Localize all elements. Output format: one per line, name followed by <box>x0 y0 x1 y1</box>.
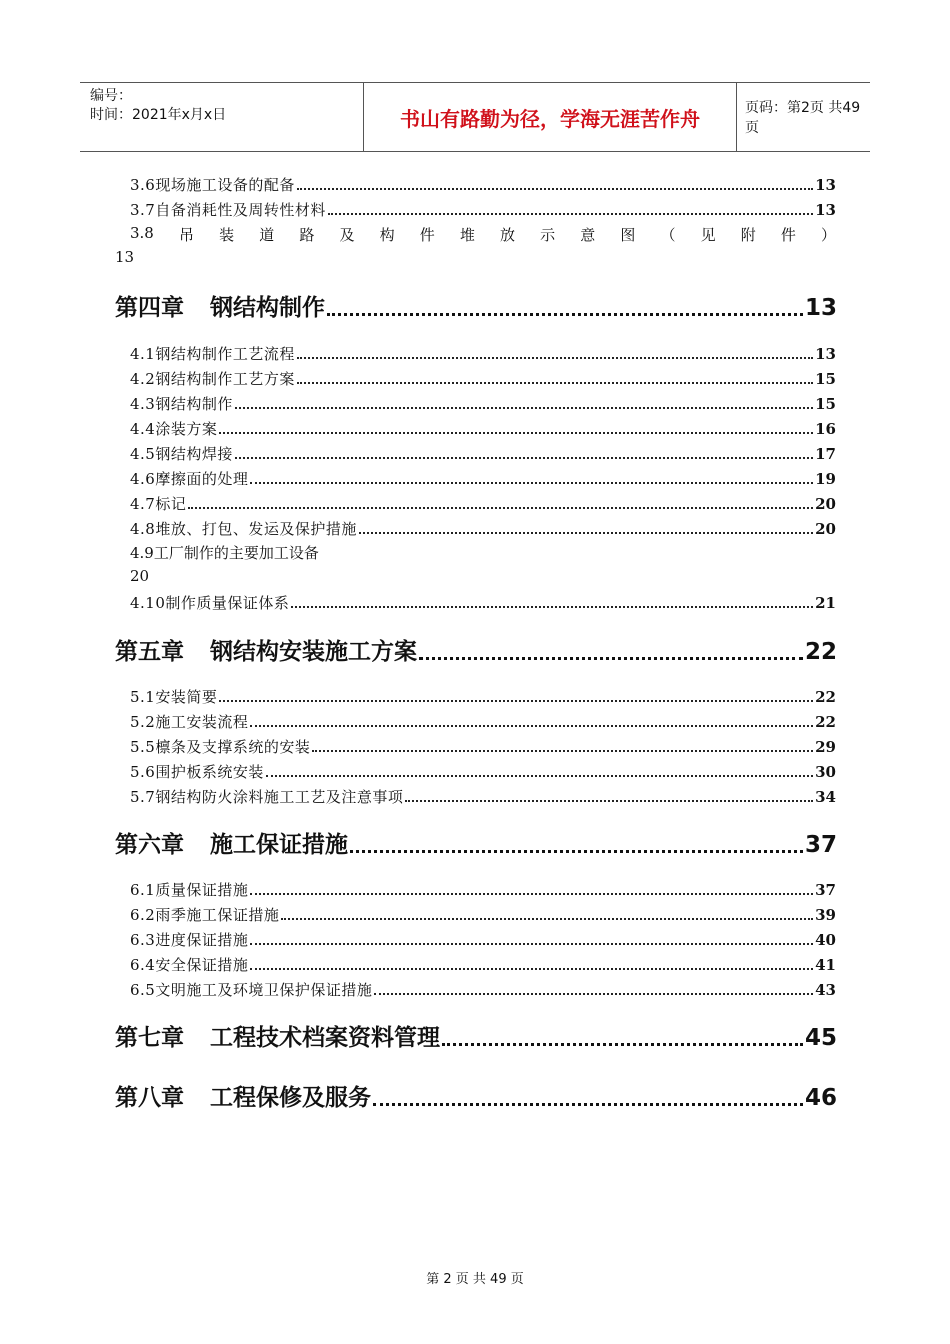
toc-entry-char: ） <box>820 226 836 244</box>
toc-entry-page: 17 <box>815 445 836 463</box>
page-footer: 第 2 页 共 49 页 <box>426 1272 524 1287</box>
leader-dots <box>250 725 813 727</box>
toc-entry-page: 21 <box>815 594 836 612</box>
toc-entry[interactable] <box>130 172 836 194</box>
toc-chapter[interactable] <box>115 825 837 859</box>
toc-entry-char: 道 <box>259 226 275 244</box>
toc-entry-label: 6.2雨季施工保证措施 <box>130 906 280 924</box>
toc-entry-label: 4.1钢结构制作工艺流程 <box>130 345 295 363</box>
toc-entry-page: 34 <box>815 788 836 806</box>
chapter-label <box>115 294 325 322</box>
toc-entry[interactable] <box>130 709 836 731</box>
chapter-page: 22 <box>804 639 837 665</box>
toc-entry-label: 3.6现场施工设备的配备 <box>130 176 295 194</box>
toc-entry-label: 4.10制作质量保证体系 <box>130 594 290 612</box>
toc-entry[interactable] <box>130 927 836 949</box>
toc-entry-page: 20 <box>130 567 150 585</box>
toc-entry[interactable] <box>130 416 836 438</box>
toc-entry-char: 3.8 <box>130 224 154 242</box>
chapter-title: 钢结构安装施工方案 <box>210 639 417 665</box>
chapter-title: 钢结构制作 <box>210 295 325 321</box>
leader-dots <box>359 532 813 534</box>
leader-dots <box>291 606 813 608</box>
leader-dots <box>297 188 813 190</box>
toc-entry[interactable] <box>130 734 836 756</box>
leader-dots <box>328 213 813 215</box>
toc-entry[interactable] <box>130 441 836 463</box>
toc-entry-label: 5.1安装简要 <box>130 688 218 706</box>
toc-entry-page: 15 <box>815 370 836 388</box>
toc-chapter[interactable] <box>115 1078 837 1112</box>
leader-dots <box>188 507 813 509</box>
leader-dots <box>219 432 813 434</box>
toc-entry[interactable] <box>130 590 836 612</box>
toc-entry-char: 图 <box>620 226 636 244</box>
chapter-page: 13 <box>804 295 837 321</box>
toc-entry-page: 13 <box>115 248 135 266</box>
toc-chapter[interactable] <box>115 632 837 666</box>
leader-dots <box>250 943 813 945</box>
toc-entry-label: 4.2钢结构制作工艺方案 <box>130 370 295 388</box>
toc-entry-char: 装 <box>219 226 235 244</box>
toc-entry-label: 6.5文明施工及环境卫保护保证措施 <box>130 981 373 999</box>
leader-dots <box>250 482 813 484</box>
chapter-label <box>115 1024 440 1052</box>
toc-entry-page: 13 <box>815 176 836 194</box>
leader-dots <box>350 850 803 853</box>
leader-dots <box>235 407 813 409</box>
toc-entry-page: 29 <box>815 738 836 756</box>
leader-dots <box>250 968 813 970</box>
chapter-page: 37 <box>804 832 837 858</box>
toc-entry-label: 5.5檩条及支撑系统的安装 <box>130 738 311 756</box>
leader-dots <box>374 993 813 995</box>
leader-dots <box>235 457 813 459</box>
toc-entry-label: 4.5钢结构焊接 <box>130 445 233 463</box>
chapter-number: 第七章 <box>115 1025 184 1051</box>
number-label: 编号： <box>90 88 132 104</box>
toc-entry-page: 22 <box>815 688 836 706</box>
leader-dots <box>373 1103 803 1106</box>
leader-dots <box>405 800 813 802</box>
toc-entry-char: 路 <box>299 226 315 244</box>
chapter-label <box>115 638 417 666</box>
toc-entry-char: 附 <box>740 226 756 244</box>
toc-entry-label: 5.6围护板系统安装 <box>130 763 264 781</box>
time-label: 时间：2021年x月x日 <box>90 107 227 123</box>
toc-entry-label: 4.6摩擦面的处理 <box>130 470 249 488</box>
toc-entry-char: 放 <box>499 226 515 244</box>
page-header <box>80 82 870 152</box>
toc-entry-page: 15 <box>815 395 836 413</box>
toc-entry-char: 示 <box>540 226 556 244</box>
chapter-page: 45 <box>804 1025 837 1051</box>
toc-entry-page: 41 <box>815 956 836 974</box>
toc-entry[interactable] <box>130 491 836 513</box>
chapter-label <box>115 1084 371 1112</box>
leader-dots <box>281 918 813 920</box>
toc-entry[interactable] <box>130 784 836 806</box>
toc-entry-char: 及 <box>339 226 355 244</box>
toc-entry[interactable] <box>130 902 836 924</box>
toc-entry-page: 19 <box>815 470 836 488</box>
toc-entry-label: 4.8堆放、打包、发运及保护措施 <box>130 520 357 538</box>
toc-entry-char: （ <box>660 226 676 244</box>
toc-entry-char: 见 <box>700 226 716 244</box>
toc-entry-char: 意 <box>580 226 596 244</box>
toc-chapter[interactable] <box>115 1018 837 1052</box>
chapter-title: 工程技术档案资料管理 <box>210 1025 440 1051</box>
leader-dots <box>297 382 813 384</box>
toc-entry-char: 吊 <box>178 226 194 244</box>
toc-entry-label[interactable]: 4.9工厂制作的主要加工设备 <box>130 544 319 562</box>
toc-entry-label: 6.1质量保证措施 <box>130 881 249 899</box>
chapter-number: 第四章 <box>115 295 184 321</box>
toc-entry[interactable] <box>130 366 836 388</box>
leader-dots <box>312 750 813 752</box>
chapter-label <box>115 831 348 859</box>
toc-entry-page: 20 <box>815 495 836 513</box>
toc-entry[interactable] <box>130 877 836 899</box>
toc-entry-char: 堆 <box>459 226 475 244</box>
toc-entry-page: 13 <box>815 345 836 363</box>
toc-entry[interactable] <box>130 759 836 781</box>
toc-entry[interactable] <box>130 466 836 488</box>
toc-entry-page: 20 <box>815 520 836 538</box>
leader-dots <box>419 657 803 660</box>
toc-entry-page: 43 <box>815 981 836 999</box>
toc-entry-label: 4.7标记 <box>130 495 187 513</box>
toc-entry-label: 5.2施工安装流程 <box>130 713 249 731</box>
toc-entry-page: 40 <box>815 931 836 949</box>
toc-entry-page: 39 <box>815 906 836 924</box>
toc-entry-char: 件 <box>780 226 796 244</box>
toc-entry-label: 5.7钢结构防火涂料施工工艺及注意事项 <box>130 788 404 806</box>
toc-entry[interactable] <box>130 197 836 219</box>
chapter-number: 第八章 <box>115 1085 184 1111</box>
leader-dots <box>266 775 813 777</box>
toc-entry[interactable] <box>130 341 836 363</box>
leader-dots <box>327 313 803 316</box>
toc-entry[interactable] <box>130 952 836 974</box>
header-page-info: 页码：第2页 共49页 <box>745 100 861 136</box>
toc-entry-char: 件 <box>419 226 435 244</box>
toc-entry-page: 16 <box>815 420 836 438</box>
toc-entry-char: 构 <box>379 226 395 244</box>
header-motto: 书山有路勤为径，学海无涯苦作舟 <box>363 83 737 151</box>
toc-entry-label: 4.3钢结构制作 <box>130 395 233 413</box>
toc-chapter[interactable] <box>115 288 837 322</box>
toc-entry[interactable] <box>130 684 836 706</box>
toc-entry-label: 4.4涂装方案 <box>130 420 218 438</box>
toc-entry-label: 3.7自备消耗性及周转性材料 <box>130 201 326 219</box>
toc-entry-spread[interactable] <box>130 224 836 245</box>
leader-dots <box>250 893 813 895</box>
toc-entry-page: 13 <box>815 201 836 219</box>
toc-entry[interactable] <box>130 516 836 538</box>
toc-entry-page: 30 <box>815 763 836 781</box>
toc-entry-label: 6.4安全保证措施 <box>130 956 249 974</box>
toc-entry-label: 6.3进度保证措施 <box>130 931 249 949</box>
leader-dots <box>442 1043 803 1046</box>
chapter-page: 46 <box>804 1085 837 1111</box>
leader-dots <box>297 357 813 359</box>
toc-entry[interactable] <box>130 391 836 413</box>
toc-entry[interactable] <box>130 977 836 999</box>
chapter-title: 施工保证措施 <box>210 832 348 858</box>
header-meta <box>80 83 280 151</box>
chapter-number: 第五章 <box>115 639 184 665</box>
leader-dots <box>219 700 813 702</box>
toc-entry-page: 37 <box>815 881 836 899</box>
toc-entry-page: 22 <box>815 713 836 731</box>
chapter-title: 工程保修及服务 <box>210 1085 371 1111</box>
chapter-number: 第六章 <box>115 832 184 858</box>
